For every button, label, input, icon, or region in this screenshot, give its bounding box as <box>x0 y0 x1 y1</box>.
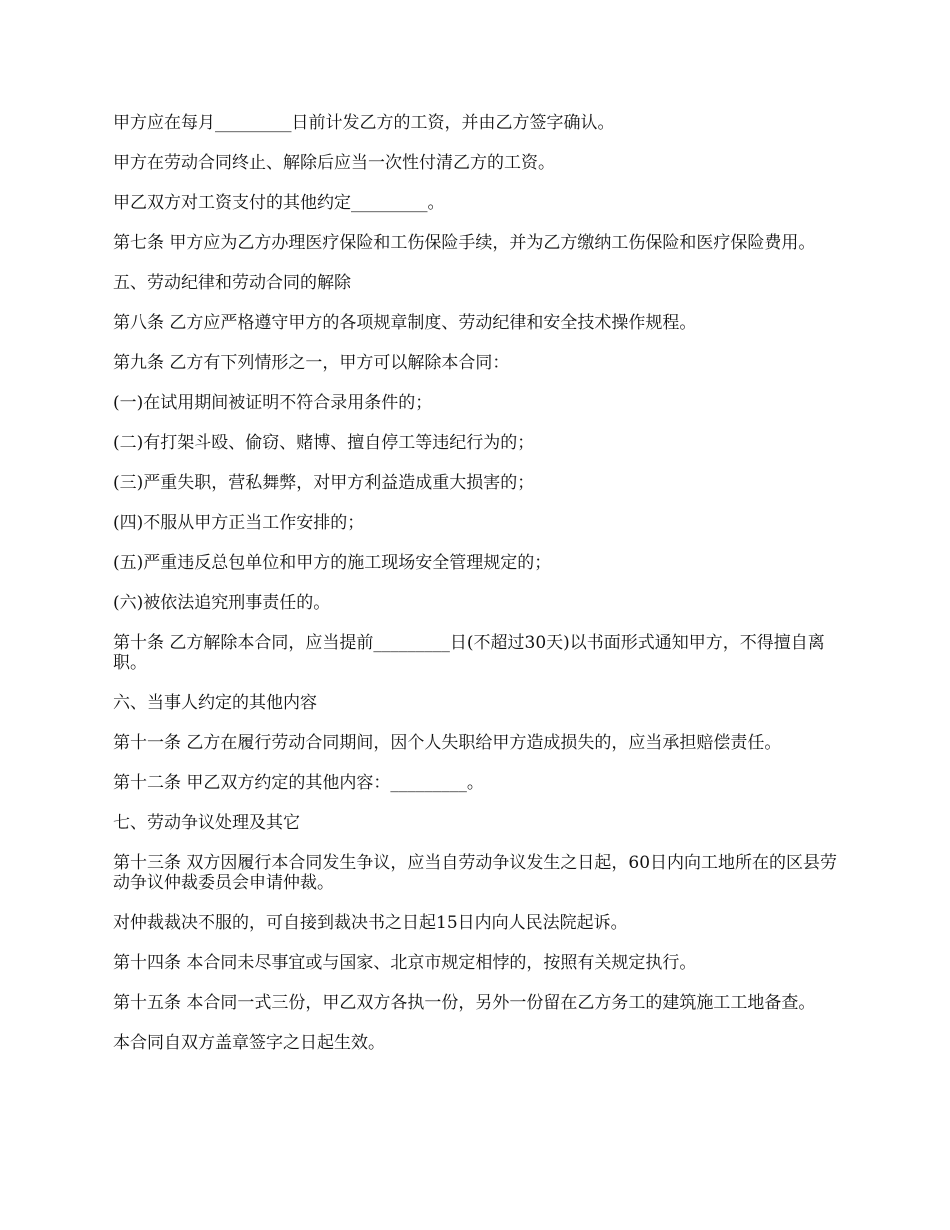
article-9: 第九条 乙方有下列情形之一，甲方可以解除本合同： <box>113 353 510 373</box>
article-13: 第十三条 双方因履行本合同发生争议，应当自劳动争议发生之日起，60日内向工地所在的区县劳动争议仲裁委员会申请仲裁。 <box>113 853 838 893</box>
section-heading-7: 七、劳动争议处理及其它 <box>113 813 300 833</box>
article-9-item-2: (二)有打架斗殴、偷窃、赌博、擅自停工等违纪行为的； <box>113 433 535 453</box>
article-7: 第七条 甲方应为乙方办理医疗保险和工伤保险手续，并为乙方缴纳工伤保险和医疗保险费用。 <box>113 233 816 253</box>
article-11: 第十一条 乙方在履行劳动合同期间，因个人失职给甲方造成损失的，应当承担赔偿责任。 <box>113 733 782 753</box>
article-9-item-4: (四)不服从甲方正当工作安排的； <box>113 513 365 533</box>
document-body <box>113 113 838 1073</box>
article-9-item-1: (一)在试用期间被证明不符合录用条件的； <box>113 393 433 413</box>
article-9-item-6: (六)被依法追究刑事责任的。 <box>113 593 331 613</box>
section-heading-6: 六、当事人约定的其他内容 <box>113 693 317 713</box>
section-heading-5: 五、劳动纪律和劳动合同的解除 <box>113 273 351 293</box>
paragraph-salary-other-terms: 甲乙双方对工资支付的其他约定_________。 <box>113 193 445 213</box>
article-8: 第八条 乙方应严格遵守甲方的各项规章制度、劳动纪律和安全技术操作规程。 <box>113 313 697 333</box>
article-15: 第十五条 本合同一式三份，甲乙双方各执一份，另外一份留在乙方务工的建筑施工工地备查。 <box>113 993 816 1013</box>
paragraph-salary-date: 甲方应在每月_________日前计发乙方的工资，并由乙方签字确认。 <box>113 113 615 133</box>
article-13-appeal: 对仲裁裁决不服的，可自接到裁决书之日起15日内向人民法院起诉。 <box>113 913 628 933</box>
article-10: 第十条 乙方解除本合同，应当提前_________日(不超过30天)以书面形式通知甲方，不得擅自离职。 <box>113 633 825 673</box>
article-12: 第十二条 甲乙双方约定的其他内容：_________。 <box>113 773 484 793</box>
effective-clause: 本合同自双方盖章签字之日起生效。 <box>113 1033 385 1053</box>
article-9-item-5: (五)严重违反总包单位和甲方的施工现场安全管理规定的； <box>113 553 552 573</box>
article-14: 第十四条 本合同未尽事宜或与国家、北京市规定相悖的，按照有关规定执行。 <box>113 953 697 973</box>
article-9-item-3: (三)严重失职，营私舞弊，对甲方利益造成重大损害的； <box>113 473 535 493</box>
paragraph-salary-final-payment: 甲方在劳动合同终止、解除后应当一次性付清乙方的工资。 <box>113 153 555 173</box>
